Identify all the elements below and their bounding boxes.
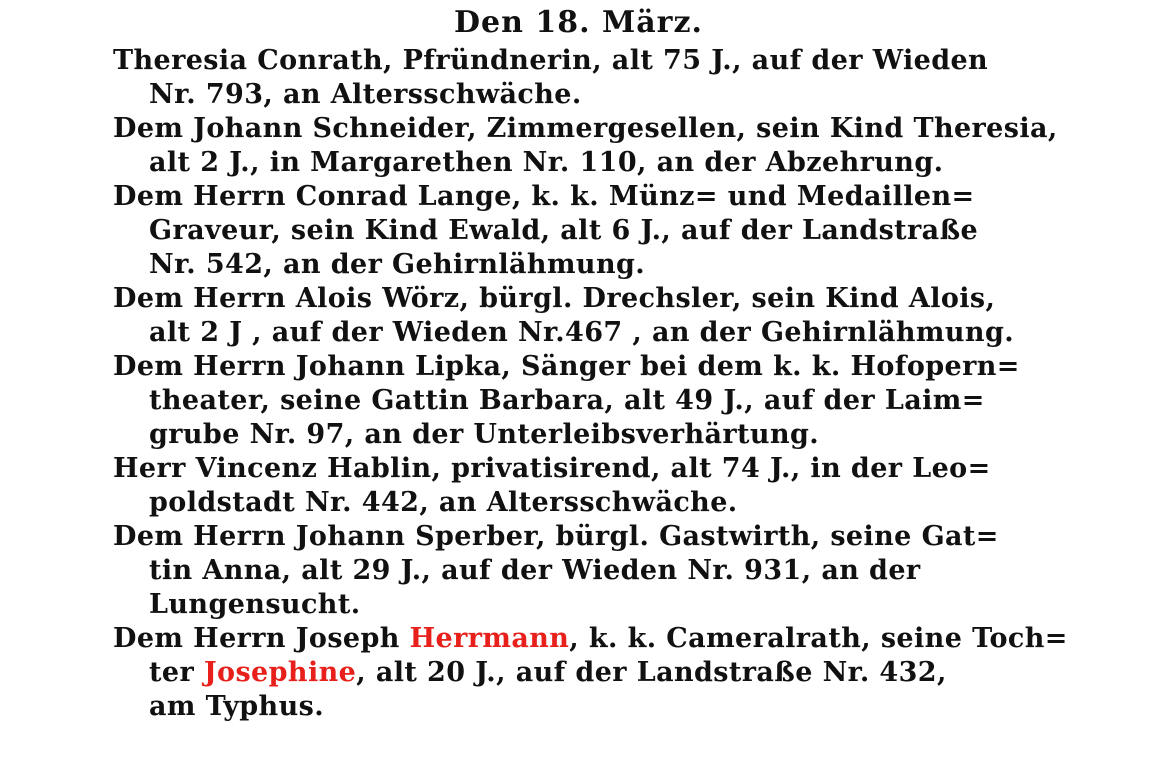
entry-text: Dem Herrn Joseph xyxy=(113,623,410,654)
entry-line: Theresia Conrath, Pfründnerin, alt 75 J., auf der Wieden xyxy=(113,45,989,76)
entry-line: Dem Herrn Johann Sperber, bürgl. Gastwirth, seine Gat= xyxy=(113,521,999,552)
highlighted-surname: Herrmann xyxy=(409,623,570,654)
entry-line: Dem Johann Schneider, Zimmergesellen, sein Kind Theresia, xyxy=(113,113,1058,144)
entry-text: ter xyxy=(149,657,204,688)
entry-line: alt 2 J., in Margarethen Nr. 110, an der Abzehrung. xyxy=(149,147,944,178)
entry-line: Dem Herrn Johann Lipka, Sänger bei dem k. k. Hofopern= xyxy=(113,351,1020,382)
entry-line: Graveur, sein Kind Ewald, alt 6 J., auf der Landstraße xyxy=(149,215,979,246)
entry-line: tin Anna, alt 29 J., auf der Wieden Nr. 931, an der xyxy=(149,555,921,586)
death-entry xyxy=(113,452,1043,520)
entry-text: , k. k. Cameralrath, seine Toch= xyxy=(569,623,1068,654)
entry-line: Herr Vincenz Hablin, privatisirend, alt 74 J., in der Leo= xyxy=(113,453,991,484)
entry-line: alt 2 J , auf der Wieden Nr.467 , an der Gehirnlähmung. xyxy=(149,317,1015,348)
entry-line: Dem Herrn Alois Wörz, bürgl. Drechsler, sein Kind Alois, xyxy=(113,283,996,314)
entry-line: Nr. 542, an der Gehirnlähmung. xyxy=(149,249,646,280)
date-heading: Den 18. März. xyxy=(454,5,703,40)
death-entry xyxy=(113,350,1043,452)
entry-line: Nr. 793, an Altersschwäche. xyxy=(149,79,582,110)
death-entry xyxy=(113,520,1043,622)
entry-list xyxy=(113,44,1068,724)
entry-line: Lungensucht. xyxy=(149,589,361,620)
entry-text: , alt 20 J., auf der Landstraße Nr. 432, xyxy=(356,657,947,688)
death-entry xyxy=(113,282,1043,350)
death-entry xyxy=(113,112,1058,180)
highlighted-given-name: Josephine xyxy=(203,657,357,688)
death-entry xyxy=(113,180,1043,282)
death-entry xyxy=(113,44,1043,112)
entry-line: grube Nr. 97, an der Unterleibsverhärtung. xyxy=(149,419,820,450)
entry-line: Dem Herrn Conrad Lange, k. k. Münz= und Medaillen= xyxy=(113,181,975,212)
entry-line xyxy=(149,656,1043,690)
entry-line: theater, seine Gattin Barbara, alt 49 J., auf der Laim= xyxy=(149,385,985,416)
death-entry-highlighted xyxy=(113,622,1068,724)
entry-line xyxy=(113,622,1068,656)
entry-line: poldstadt Nr. 442, an Altersschwäche. xyxy=(149,487,738,518)
entry-line: am Typhus. xyxy=(149,691,325,722)
